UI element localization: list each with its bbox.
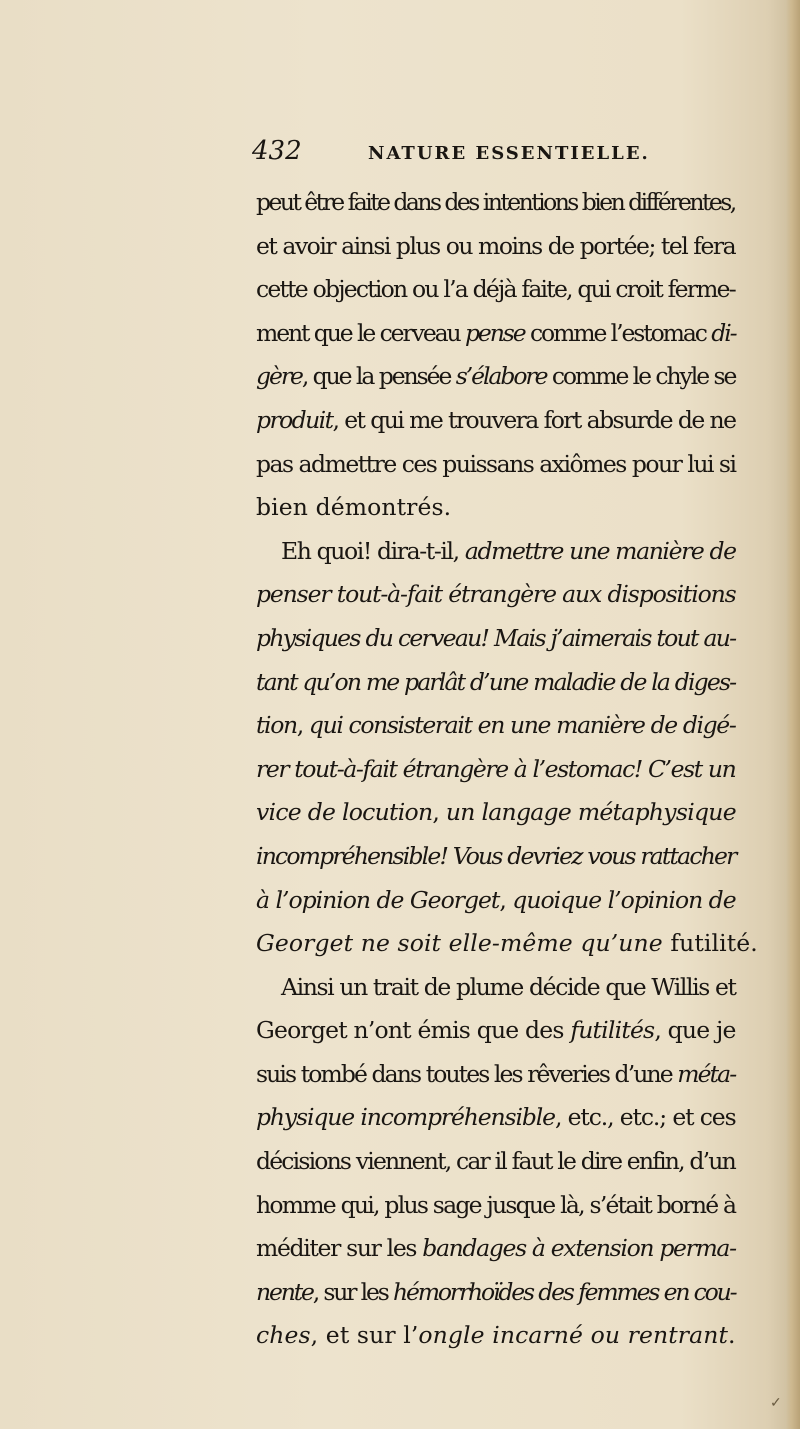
page-edge-shadow <box>786 0 800 1429</box>
text-line <box>256 879 740 923</box>
text-line <box>256 399 740 443</box>
text-line <box>256 835 740 879</box>
italic-text: s’élabore <box>455 362 547 391</box>
roman-text: futilité. <box>662 929 758 958</box>
page-header <box>0 122 800 172</box>
roman-text: , etc., etc.; et ces <box>554 1103 736 1132</box>
roman-text: , et sur l’ <box>310 1321 419 1350</box>
italic-text: futilités <box>570 1016 655 1045</box>
roman-text: Georget n’ont émis que des <box>256 1016 571 1045</box>
italic-text: tant qu’on me parlât d’une maladie de la diges- <box>256 667 736 696</box>
italic-text: tion <box>256 711 297 740</box>
italic-text: admettre une manière de <box>464 536 736 565</box>
body-text <box>256 181 758 1358</box>
italic-text: ches <box>256 1321 311 1350</box>
page-mark: ✓ <box>770 1395 782 1411</box>
roman-text: suis tombé dans toutes les rêveries d’une <box>256 1059 678 1088</box>
text-line <box>256 312 740 356</box>
text-line <box>256 791 740 835</box>
roman-text: homme qui, plus sage jusque là, s’était borné à <box>256 1190 736 1219</box>
running-head: NATURE ESSENTIELLE. <box>368 143 650 164</box>
italic-text: à l’opinion de Georget <box>256 885 500 914</box>
roman-text: , <box>432 798 446 827</box>
roman-text: , <box>499 885 513 914</box>
roman-text: cette objection ou l’a déjà faite, qui croit ferme- <box>256 275 735 304</box>
text-line <box>256 1184 740 1228</box>
italic-text: produit <box>256 405 333 434</box>
italic-text: qui consisterait en une manière de digé- <box>308 711 736 740</box>
roman-text: méditer sur les <box>256 1234 423 1263</box>
roman-text: comme l’estomac <box>524 318 712 347</box>
italic-text: physique incompréhensible <box>256 1103 555 1132</box>
roman-text: , que la pensée <box>301 362 456 391</box>
text-line <box>256 661 740 705</box>
italic-text: quoique l’opinion de <box>512 885 736 914</box>
page-number: 432 <box>252 136 302 166</box>
text-line <box>256 355 740 399</box>
roman-text: , et qui me trouvera fort absurde de ne <box>332 405 736 434</box>
roman-text: décisions viennent, car il faut le dire enfin, d’un <box>256 1147 735 1176</box>
text-line <box>256 1314 740 1358</box>
text-line <box>256 922 758 966</box>
italic-text: Georget ne soit elle-même qu’une <box>256 929 663 958</box>
italic-text: rer tout-à-fait étrangère à l’estomac! C’est un <box>256 754 736 783</box>
text-line <box>256 748 740 792</box>
text-line <box>256 1227 740 1271</box>
italic-text: di- <box>711 318 736 347</box>
roman-text: bien démontrés. <box>256 493 452 522</box>
text-line <box>256 573 740 617</box>
roman-text: et avoir ainsi plus ou moins de portée; tel fera <box>256 231 736 260</box>
text-line <box>256 1009 740 1053</box>
italic-text: gère <box>256 362 302 391</box>
text-line <box>256 181 740 225</box>
text-line <box>256 268 740 312</box>
text-line <box>256 1096 740 1140</box>
text-line <box>256 1140 740 1184</box>
text-line <box>256 617 740 661</box>
roman-text: . <box>728 1321 736 1350</box>
text-line <box>256 1271 740 1315</box>
roman-text: peut être faite dans des intentions bien différentes, <box>256 188 735 216</box>
italic-text: pense <box>464 318 525 347</box>
text-line <box>256 443 740 487</box>
text-line <box>256 966 740 1010</box>
roman-text: , que je <box>654 1016 736 1045</box>
roman-text: , <box>296 711 309 740</box>
italic-text: penser tout-à-fait étrangère aux dispositions <box>256 580 736 609</box>
roman-text: Eh quoi! dira-t-il, <box>281 536 465 565</box>
italic-text: un langage métaphysique <box>445 798 736 827</box>
italic-text: hémorrhoïdes des femmes en cou- <box>393 1277 736 1306</box>
italic-text: nente <box>256 1277 313 1306</box>
italic-text: méta- <box>677 1059 736 1088</box>
text-line <box>256 225 740 269</box>
roman-text: pas admettre ces puissans axiômes pour lui si <box>256 449 736 478</box>
roman-text: comme le chyle se <box>546 362 736 391</box>
roman-text: Ainsi un trait de plume décide que Willis et <box>281 972 736 1001</box>
italic-text: ongle incarné ou rentrant <box>418 1321 729 1350</box>
italic-text: bandages à extension perma- <box>422 1234 736 1263</box>
text-line <box>256 530 740 574</box>
text-line <box>256 1053 740 1097</box>
italic-text: incompréhensible! Vous devriez vous rattacher <box>256 841 736 870</box>
text-line <box>256 704 740 748</box>
roman-text: , sur les <box>312 1277 394 1306</box>
italic-text: physiques du cerveau! Mais j’aimerais tout au- <box>256 623 736 652</box>
roman-text: ment que le cerveau <box>256 318 465 347</box>
italic-text: vice de locution <box>256 798 433 827</box>
text-line <box>256 486 740 530</box>
